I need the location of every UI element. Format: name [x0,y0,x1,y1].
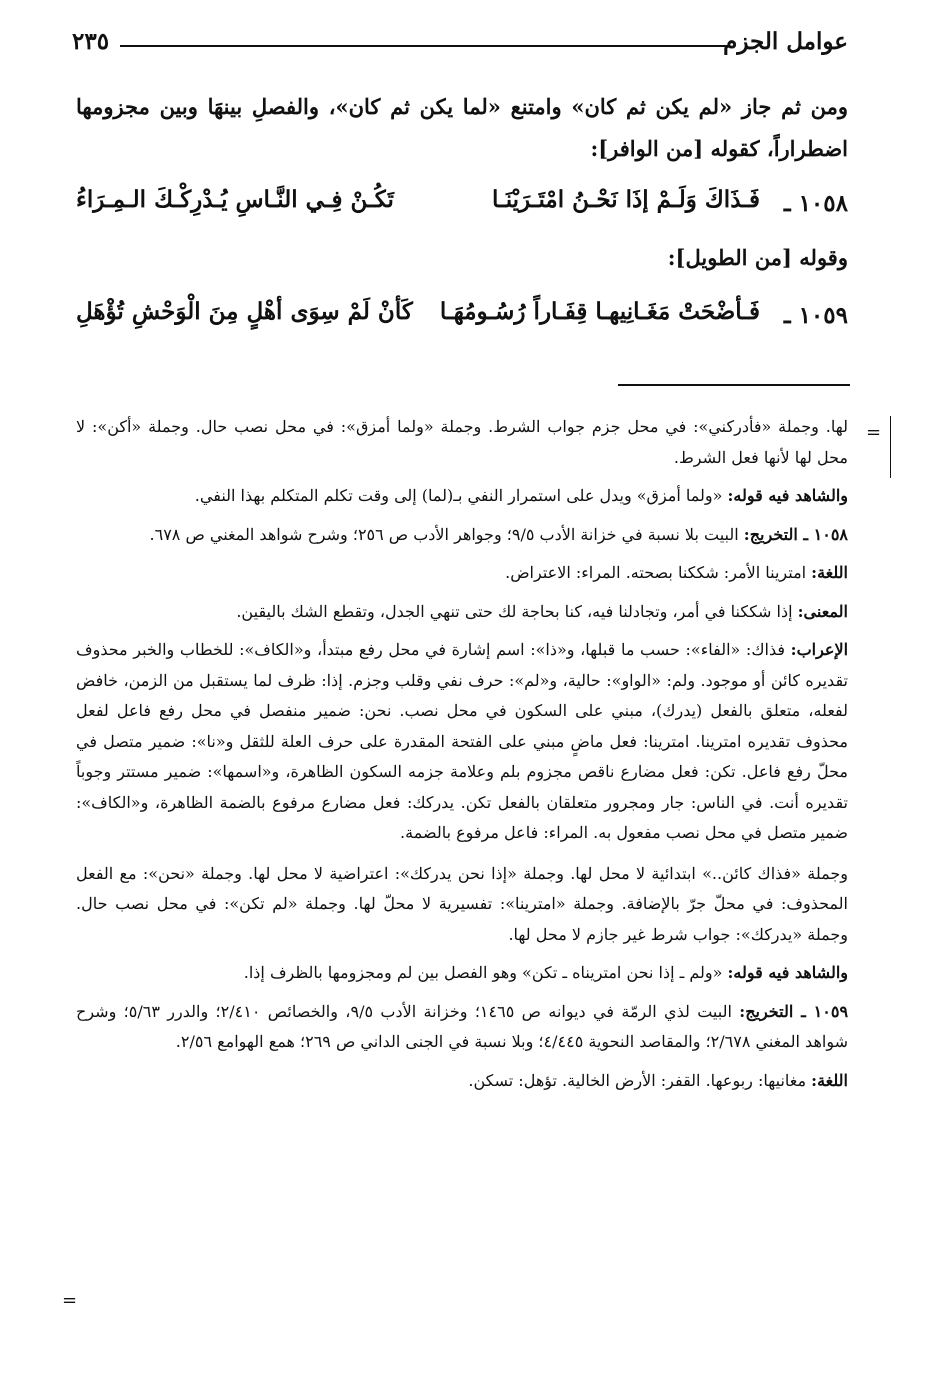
verse-intro: وقوله [من الطويل]: [667,245,848,270]
footnote-paragraph [76,558,848,589]
footnote-text: لها. وجملة «فأدركني»: في محل جزم جواب الشرط. وجملة «ولما أمزق»: في محل نصب حال. وجملة «أكن»: لا محل لها لأنها فعل الشرط. [76,417,848,467]
footnotes [76,412,848,1104]
verse-hemistich-2: تَكُـنْ فِـي النَّـاسِ يُـدْرِكْـكَ الـمِـرَاءُ [76,186,394,213]
verse-hemistich-1: فَـذَاكَ وَلَـمْ إذَا نَحْـنُ امْتَـرَيْنَـا [491,186,760,213]
footnote-label: اللغة: [811,1070,848,1090]
footnote-text: امترينا الأمر: شككنا بصحته. المراء: الاعتراض. [505,563,807,582]
verse-1059 [76,298,848,342]
footnote-paragraph [76,859,848,951]
main-paragraph: ومن ثم جاز «لم يكن ثم كان» وامتنع «لما يكن ثم كان»، والفصلِ بينهَا وبين مجزومها اضطراراً، كقوله [من الوافر]: [76,94,848,161]
footnote-text: وجملة «فذاك كائن..» ابتدائية لا محل لها. وجملة «إذا نحن يدركك»: اعتراضية لا محل لها. وجملة «نحن»: مع الفعل المحذوف: في محلّ جرّ بالإضافة. وجملة «امترينا»: تفسيرية لا محلّ لها. وجملة «لم تكن»: في محل نصب حال. وجملة «يدركك»: جواب شرط غير جازم لا محل لها. [76,863,848,944]
footnote-paragraph [76,597,848,628]
footnote-label: الإعراب: [790,640,849,659]
footnote-label: المعنى: [797,601,848,621]
verse-1058 [76,186,848,230]
footnote-text: البيت لذي الرمّة في ديوانه ص ١٤٦٥؛ وخزانة الأدب ٩/٥، والخصائص ٢/٤١٠؛ والدرر ٥/٦٣؛ وشرح شواهد المغني ٢/٦٧٨؛ والمقاصد النحوية ٤/٤٤٥؛ وبلا نسبة في الجنى الداني ص ٢٦٩؛ همع الهوامع ٢/٥٦. [76,1001,848,1051]
footnote-text: «ولما أمزق» ويدل على استمرار النفي بـ(لما) إلى وقت تكلم المتكلم بهذا النفي. [194,486,723,505]
footnote-paragraph [76,635,848,849]
footnote-text: «ولم ـ إذا نحن امتريناه ـ تكن» وهو الفصل بين لم ومجزومها بالظرف إذا. [243,963,723,982]
footnote-paragraph [76,997,848,1058]
continuation-mark-top: = [866,422,882,443]
footnote-paragraph [76,1066,848,1097]
footnote-paragraph [76,481,848,512]
footnote-label: ١٠٥٨ ـ التخريج: [743,524,848,544]
chapter-title: عوامل الجزم [723,28,848,55]
verse-number: ١٠٥٨ ـ [783,190,848,217]
continuation-mark-bottom: = [62,1290,78,1311]
footnote-paragraph [76,412,848,473]
margin-bar [890,416,891,478]
verse-hemistich-1: فَـأضْحَتْ مَغَـانِيهـا قِفَـاراً رُسُـومُهَـا [439,298,760,325]
footnote-label: ١٠٥٩ ـ التخريج: [739,1001,849,1021]
footnote-text: فذاك: «الفاء»: حسب ما قبلها، و«ذا»: اسم إشارة في محل رفع مبتدأ، و«الكاف»: للخطاب والخبر محذوف تقديره كائن أو موجود. ولم: «الواو»: حالية، و«لم»: حرف نفي وقلب وجزم. إذا: ظرف لما يستقبل من الزمن، خافض لفعله، متعلق بالفعل (يدرك)، مبني على السكون في محل نصب. نحن: ضمير منفصل في محل رفع فاعل لفعل محذوف تقديره امترينا. امترينا: فعل ماضٍ مبني على الفتحة المقدرة على حرف العلة للثقل و«نا»: ضمير متصل في محلّ رفع فاعل. تكن: فعل مضارع ناقص مجزوم بلم وعلامة جزمه السكون الظاهرة، و«اسمها»: ضمير مستتر وجوباً تقديره أنت. في الناس: جار ومجرور متعلقان بالفعل تكن. يدركك: فعل مضارع مرفوع بالضمة الظاهرة، و«الكاف»: ضمير متصل في محل نصب مفعول به. المراء: فاعل مرفوع بالضمة. [76,640,848,842]
header-rule [120,45,730,47]
footnote-paragraph [76,958,848,989]
page-number: ٢٣٥ [72,28,110,55]
verse-hemistich-2: كَأنْ لَمْ سِوَى أهْلٍ مِنَ الْوَحْشِ تُؤْهَلِ [76,298,413,325]
footnote-label: اللغة: [811,563,848,582]
footnote-label: والشاهد فيه قوله: [727,486,848,505]
verse-number: ١٠٥٩ ـ [783,302,848,329]
footnote-separator [618,384,850,386]
footnote-text: مغانيها: ربوعها. القفر: الأرض الخالية. تؤهل: تسكن. [468,1070,807,1090]
footnote-text: البيت بلا نسبة في خزانة الأدب ٩/٥؛ وجواهر الأدب ص ٢٥٦؛ وشرح شواهد المغني ص ٦٧٨. [149,524,739,544]
running-header [72,28,848,64]
footnote-text: إذا شككنا في أمر، وتجادلنا فيه، كنا بحاجة لك حتى تنهي الجدل، وتقطع الشك باليقين. [236,601,793,621]
footnote-paragraph [76,520,848,551]
footnote-label: والشاهد فيه قوله: [727,963,848,982]
